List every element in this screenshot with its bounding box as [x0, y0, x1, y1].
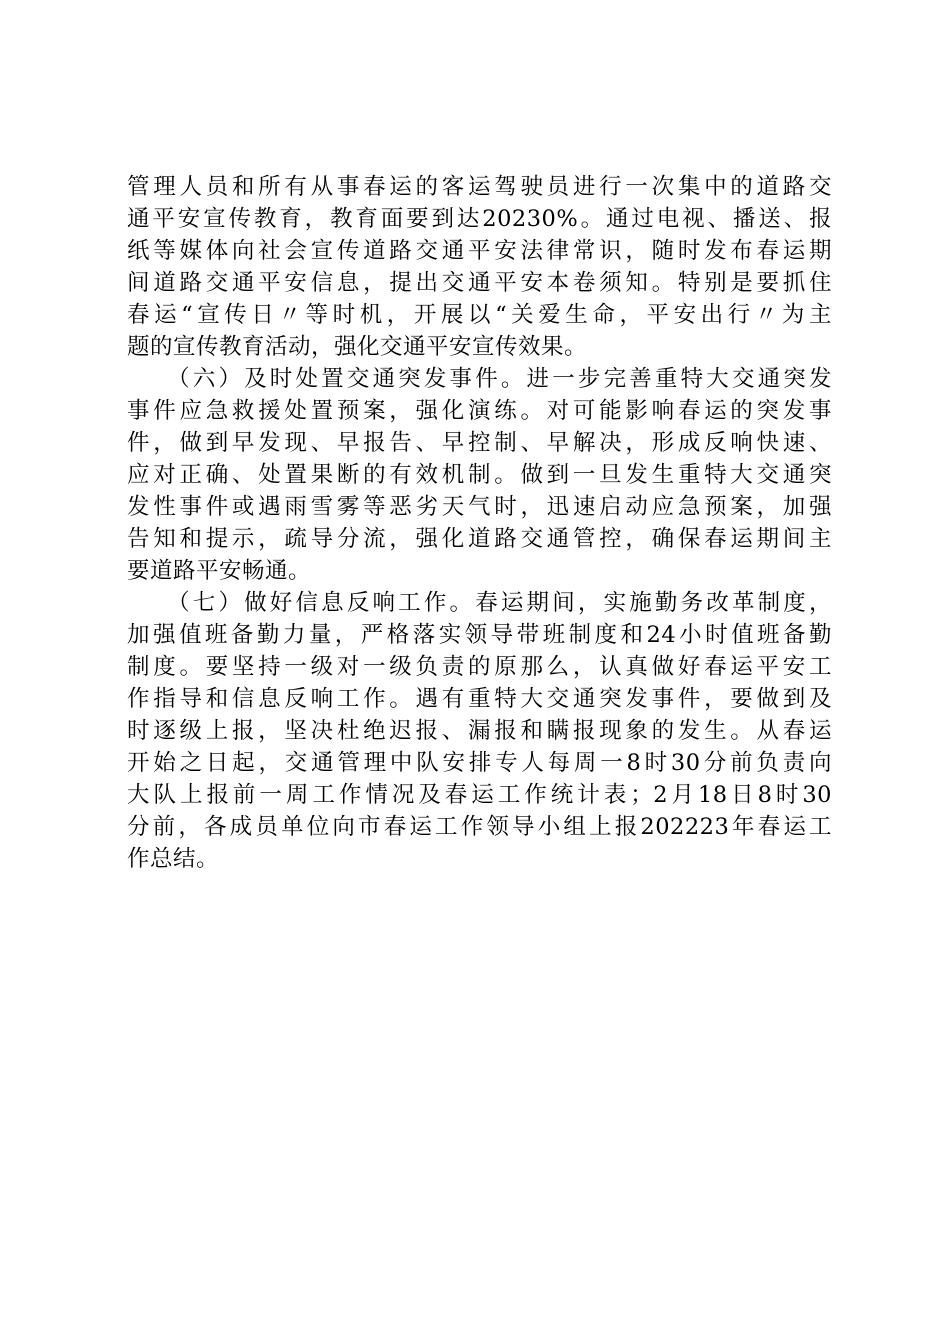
paragraph-1 — [127, 171, 832, 363]
text-line: 事件应急救援处置预案，强化演练。对可能影响春运的突发事 — [127, 398, 832, 424]
document-body — [127, 171, 832, 875]
text-line: 春运“宣传日〃等时机，开展以“关爱生命，平安出行〃为主 — [127, 302, 832, 328]
text-line: 作指导和信息反响工作。遇有重特大交通突发事件，要做到及 — [127, 686, 832, 712]
text-line: 告知和提示，疏导分流，强化道路交通管控，确保春运期间主 — [127, 526, 832, 552]
text-line: 应对正确、处置果断的有效机制。做到一旦发生重特大交通突 — [127, 462, 832, 488]
text-line: 管理人员和所有从事春运的客运驾驶员进行一次集中的道路交 — [127, 174, 832, 200]
text-line: （七）做好信息反响工作。春运期间，实施勤务改革制度， — [127, 590, 832, 616]
paragraph-2 — [127, 363, 832, 587]
text-line: 制度。要坚持一级对一级负责的原那么，认真做好春运平安工 — [127, 654, 832, 680]
text-line: 作总结。 — [127, 846, 220, 872]
text-line: 题的宣传教育活动，强化交通平安宣传效果。 — [127, 334, 588, 360]
text-line: （六）及时处置交通突发事件。进一步完善重特大交通突发 — [127, 366, 832, 392]
text-line: 通平安宣传教育，教育面要到达20230%。通过电视、播送、报 — [127, 206, 832, 232]
text-line: 加强值班备勤力量，严格落实领导带班制度和24小时值班备勤 — [127, 622, 832, 648]
text-line: 纸等媒体向社会宣传道路交通平安法律常识，随时发布春运期 — [127, 238, 832, 264]
text-line: 时逐级上报，坚决杜绝迟报、漏报和瞒报现象的发生。从春运 — [127, 718, 832, 744]
text-line: 大队上报前一周工作情况及春运工作统计表；2月18日8时30 — [127, 782, 832, 808]
text-line: 间道路交通平安信息，提出交通平安本卷须知。特别是要抓住 — [127, 270, 832, 296]
text-line: 件，做到早发现、早报告、早控制、早解决，形成反响快速、 — [127, 430, 832, 456]
text-line: 开始之日起，交通管理中队安排专人每周一8时30分前负责向 — [127, 750, 832, 776]
paragraph-3 — [127, 587, 832, 875]
text-line: 要道路平安畅通。 — [127, 558, 312, 584]
text-line: 分前，各成员单位向市春运工作领导小组上报202223年春运工 — [127, 814, 832, 840]
text-line: 发性事件或遇雨雪雾等恶劣天气时，迅速启动应急预案，加强 — [127, 494, 832, 520]
